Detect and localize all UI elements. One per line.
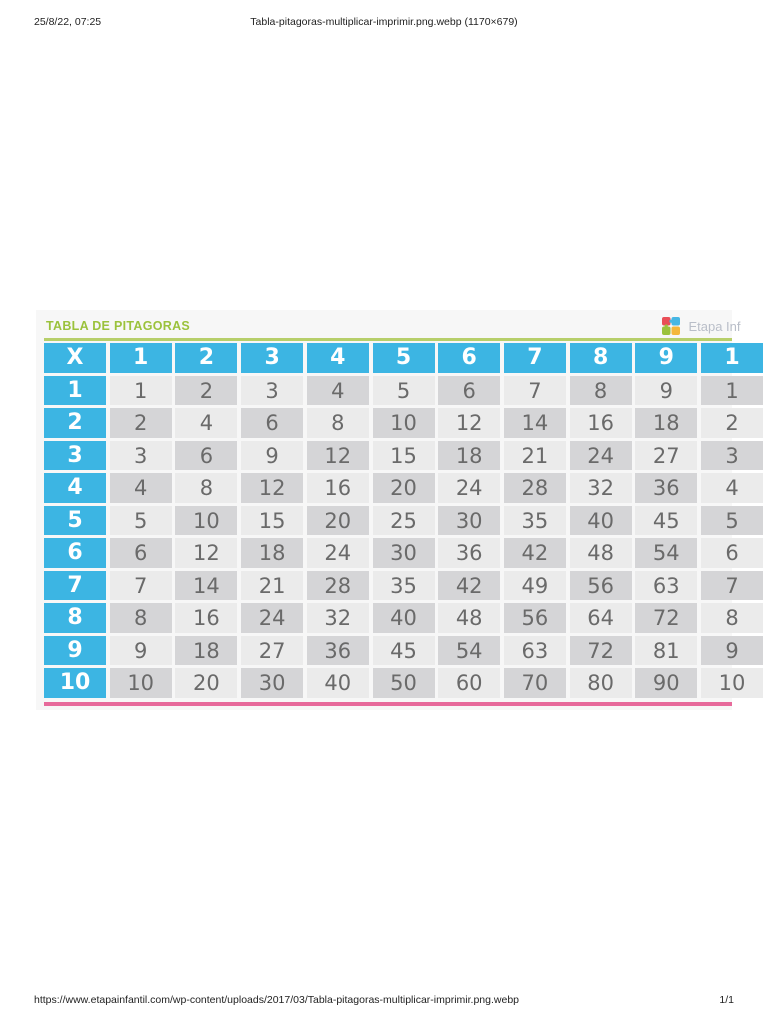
print-document-title: Tabla-pitagoras-multiplicar-imprimir.png.webp (1170×679) xyxy=(250,16,518,28)
table-cell: 16 xyxy=(570,408,632,438)
table-cell: 81 xyxy=(635,636,697,666)
brand-name: Etapa Inf xyxy=(688,318,741,334)
table-cell: 42 xyxy=(438,571,500,601)
table-cell: 8 xyxy=(570,376,632,406)
table-cell: 16 xyxy=(307,473,369,503)
table-cell: 40 xyxy=(307,668,369,698)
table-cell: 6 xyxy=(110,538,172,568)
row-header: 8 xyxy=(44,603,106,633)
table-cell: 70 xyxy=(504,668,566,698)
table-cell: 24 xyxy=(438,473,500,503)
table-cell: 28 xyxy=(504,473,566,503)
table-cell: 6 xyxy=(701,538,763,568)
table-cell: 10 xyxy=(110,668,172,698)
table-cell: 6 xyxy=(175,441,237,471)
table-cell: 54 xyxy=(635,538,697,568)
table-cell: 24 xyxy=(570,441,632,471)
table-cell: 8 xyxy=(175,473,237,503)
row-header: 2 xyxy=(44,408,106,438)
table-cell: 6 xyxy=(241,408,303,438)
table-cell: 18 xyxy=(241,538,303,568)
table-cell: 10 xyxy=(373,408,435,438)
sheet-title: TABLA DE PITAGORAS xyxy=(46,319,191,333)
table-cell: 14 xyxy=(175,571,237,601)
column-header: 9 xyxy=(635,343,697,373)
print-datetime: 25/8/22, 07:25 xyxy=(34,16,102,28)
table-cell: 18 xyxy=(635,408,697,438)
row-header: 10 xyxy=(44,668,106,698)
table-cell: 7 xyxy=(110,571,172,601)
column-header: 7 xyxy=(504,343,566,373)
table-cell: 63 xyxy=(635,571,697,601)
brand-logo xyxy=(662,317,741,335)
table-cell: 3 xyxy=(241,376,303,406)
column-header: 1 xyxy=(701,343,763,373)
row-header: 3 xyxy=(44,441,106,471)
table-cell: 20 xyxy=(175,668,237,698)
table-cell: 3 xyxy=(701,441,763,471)
column-header: 2 xyxy=(175,343,237,373)
top-divider xyxy=(44,338,732,341)
table-cell: 8 xyxy=(307,408,369,438)
table-cell: 1 xyxy=(110,376,172,406)
table-cell: 45 xyxy=(635,506,697,536)
table-cell: 28 xyxy=(307,571,369,601)
table-cell: 42 xyxy=(504,538,566,568)
table-cell: 49 xyxy=(504,571,566,601)
table-cell: 10 xyxy=(701,668,763,698)
table-cell: 64 xyxy=(570,603,632,633)
table-cell: 5 xyxy=(373,376,435,406)
table-cell: 80 xyxy=(570,668,632,698)
table-cell: 36 xyxy=(438,538,500,568)
table-cell: 12 xyxy=(175,538,237,568)
table-cell: 2 xyxy=(175,376,237,406)
table-cell: 16 xyxy=(175,603,237,633)
table-cell: 25 xyxy=(373,506,435,536)
table-cell: 30 xyxy=(373,538,435,568)
table-cell: 6 xyxy=(438,376,500,406)
table-cell: 21 xyxy=(504,441,566,471)
table-cell: 36 xyxy=(307,636,369,666)
table-cell: 50 xyxy=(373,668,435,698)
table-cell: 9 xyxy=(635,376,697,406)
table-cell: 7 xyxy=(504,376,566,406)
table-cell: 12 xyxy=(438,408,500,438)
table-cell: 5 xyxy=(110,506,172,536)
table-cell: 27 xyxy=(241,636,303,666)
table-cell: 10 xyxy=(175,506,237,536)
page-number: 1/1 xyxy=(719,994,734,1006)
row-header: 7 xyxy=(44,571,106,601)
table-cell: 18 xyxy=(175,636,237,666)
table-cell: 21 xyxy=(241,571,303,601)
column-header: 1 xyxy=(110,343,172,373)
table-cell: 30 xyxy=(241,668,303,698)
table-cell: 24 xyxy=(307,538,369,568)
table-cell: 32 xyxy=(570,473,632,503)
table-cell: 7 xyxy=(701,571,763,601)
table-cell: 56 xyxy=(570,571,632,601)
table-cell: 9 xyxy=(701,636,763,666)
column-header: 4 xyxy=(307,343,369,373)
table-cell: 4 xyxy=(307,376,369,406)
table-cell: 56 xyxy=(504,603,566,633)
table-cell: 1 xyxy=(701,376,763,406)
table-cell: 72 xyxy=(635,603,697,633)
table-cell: 63 xyxy=(504,636,566,666)
table-cell: 48 xyxy=(438,603,500,633)
table-cell: 20 xyxy=(307,506,369,536)
table-cell: 15 xyxy=(373,441,435,471)
table-cell: 40 xyxy=(373,603,435,633)
table-cell: 9 xyxy=(241,441,303,471)
table-cell: 14 xyxy=(504,408,566,438)
table-cell: 54 xyxy=(438,636,500,666)
row-header: 1 xyxy=(44,376,106,406)
table-cell: 3 xyxy=(110,441,172,471)
source-url: https://www.etapainfantil.com/wp-content/uploads/2017/03/Tabla-pitagoras-multiplicar-imprimir.png.webp xyxy=(34,994,519,1006)
column-header: 8 xyxy=(570,343,632,373)
table-cell: 15 xyxy=(241,506,303,536)
table-cell: 2 xyxy=(701,408,763,438)
row-header: 5 xyxy=(44,506,106,536)
corner-cell: X xyxy=(44,343,106,373)
table-cell: 48 xyxy=(570,538,632,568)
column-header: 6 xyxy=(438,343,500,373)
table-cell: 27 xyxy=(635,441,697,471)
table-cell: 32 xyxy=(307,603,369,633)
row-header: 4 xyxy=(44,473,106,503)
column-header: 5 xyxy=(373,343,435,373)
table-cell: 4 xyxy=(110,473,172,503)
table-cell: 4 xyxy=(175,408,237,438)
table-cell: 24 xyxy=(241,603,303,633)
table-cell: 35 xyxy=(504,506,566,536)
table-cell: 5 xyxy=(701,506,763,536)
table-cell: 2 xyxy=(110,408,172,438)
table-cell: 90 xyxy=(635,668,697,698)
row-header: 6 xyxy=(44,538,106,568)
print-header xyxy=(34,16,734,30)
table-cell: 60 xyxy=(438,668,500,698)
puzzle-logo-icon xyxy=(662,317,680,335)
table-cell: 72 xyxy=(570,636,632,666)
table-cell: 8 xyxy=(110,603,172,633)
table-cell: 12 xyxy=(241,473,303,503)
table-cell: 8 xyxy=(701,603,763,633)
multiplication-sheet xyxy=(36,310,746,710)
table-cell: 4 xyxy=(701,473,763,503)
table-cell: 12 xyxy=(307,441,369,471)
table-cell: 40 xyxy=(570,506,632,536)
table-cell: 45 xyxy=(373,636,435,666)
table-cell: 35 xyxy=(373,571,435,601)
table-cell: 9 xyxy=(110,636,172,666)
table-cell: 30 xyxy=(438,506,500,536)
table-cell: 36 xyxy=(635,473,697,503)
row-header: 9 xyxy=(44,636,106,666)
column-header: 3 xyxy=(241,343,303,373)
table-cell: 20 xyxy=(373,473,435,503)
table-cell: 18 xyxy=(438,441,500,471)
bottom-divider xyxy=(44,702,732,706)
pythagoras-table xyxy=(44,343,744,698)
print-footer xyxy=(34,994,734,1008)
